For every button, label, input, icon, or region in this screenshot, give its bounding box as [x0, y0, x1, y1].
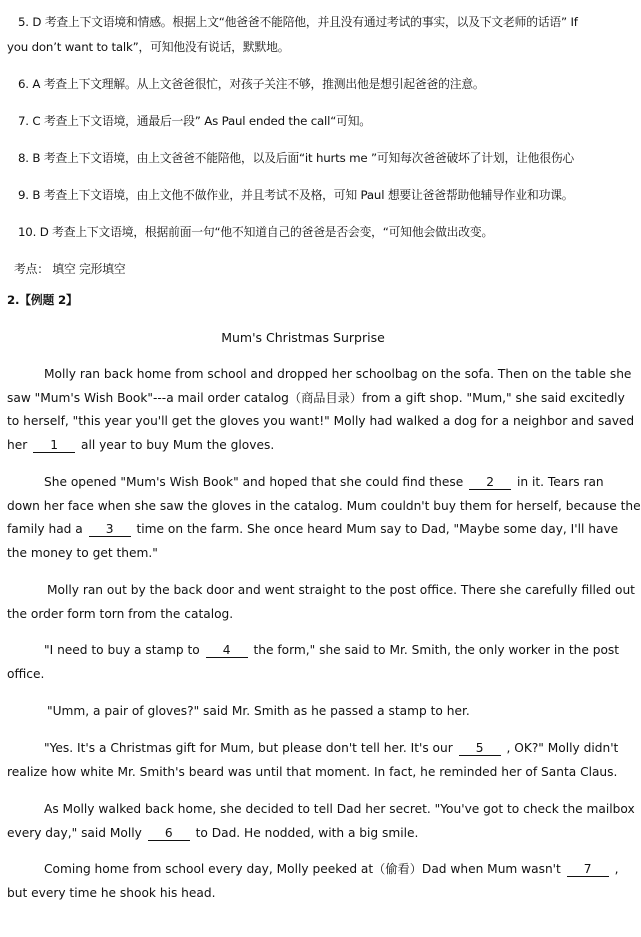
- answer-5-line-1: 5. D 考查上下文语境和情感。根据上文“他爸爸不能陪他，并且没有通过考试的事实，以及下文老师的话语” If: [18, 15, 578, 29]
- p2-line-4: the money to get them.": [7, 546, 158, 560]
- blank-4[interactable]: 4: [206, 643, 248, 658]
- p6-line-1-start: "Yes. It's a Christmas gift for Mum, but please don't tell her. It's our: [44, 741, 453, 755]
- answer-10: 10. D 考查上下文语境，根据前面一句“他不知道自己的爸爸是否会变，“可知他会做出改变。: [18, 225, 494, 239]
- blank-7[interactable]: 7: [567, 862, 609, 877]
- answer-9: 9. B 考查上下文语境，由上文他不做作业，并且考试不及格，可知 Paul 想要让爸爸帮助他辅导作业和功课。: [18, 188, 574, 202]
- p8-line-2: but every time he shook his head.: [7, 886, 216, 900]
- answer-8: 8. B 考查上下文语境，由上文爸爸不能陪他，以及后面“it hurts me ”可知每次爸爸破坏了计划，让他很伤心: [18, 151, 575, 165]
- p2-line-2: down her face when she saw the gloves in the catalog. Mum couldn't buy them for herself, because the: [7, 499, 641, 513]
- p7-line-1: As Molly walked back home, she decided to tell Dad her secret. "You've got to check the mailbox: [44, 802, 635, 816]
- p4-line-1-end: the form," she said to Mr. Smith, the only worker in the post: [253, 643, 620, 657]
- p6-line-1-end: , OK?" Molly didn't: [506, 741, 619, 755]
- p2-line-3-start: family had a: [7, 522, 83, 536]
- p7-line-2-end: to Dad. He nodded, with a big smile.: [195, 826, 419, 840]
- p8-line-1-start: Coming home from school every day, Molly peeked at（偷看）Dad when Mum wasn't: [44, 862, 561, 876]
- p1-line-3: to herself, "this year you'll get the gloves you want!" Molly had walked a dog for a neighbor and saved: [7, 414, 635, 428]
- p3-line-1: Molly ran out by the back door and went straight to the post office. There she carefully filled out: [47, 583, 635, 597]
- p4-line-1-start: "I need to buy a stamp to: [44, 643, 200, 657]
- p1-line-4-end: all year to buy Mum the gloves.: [80, 438, 275, 452]
- p1-line-2: saw "Mum's Wish Book"---a mail order catalog（商品目录）from a gift shop. "Mum," she said excitedly: [7, 391, 625, 405]
- answer-6: 6. A 考查上下文理解。从上文爸爸很忙，对孩子关注不够，推测出他是想引起爸爸的注意。: [18, 77, 485, 91]
- p4-line-2: office.: [7, 667, 45, 681]
- story-title: Mum's Christmas Surprise: [221, 330, 385, 345]
- blank-3[interactable]: 3: [89, 522, 131, 537]
- p4-line-1: [44, 642, 619, 659]
- p2-line-1-start: She opened "Mum's Wish Book" and hoped that she could find these: [44, 475, 464, 489]
- blank-1[interactable]: 1: [33, 438, 75, 453]
- p1-line-1: Molly ran back home from school and dropped her schoolbag on the sofa. Then on the table she: [44, 367, 632, 381]
- p5-line-1: "Umm, a pair of gloves?" said Mr. Smith as he passed a stamp to her.: [47, 704, 470, 718]
- p8-line-1: [44, 861, 618, 878]
- blank-5[interactable]: 5: [459, 741, 501, 756]
- p2-line-3-end: time on the farm. She once heard Mum say to Dad, "Maybe some day, I'll have: [136, 522, 619, 536]
- p6-line-2: realize how white Mr. Smith's beard was until that moment. In fact, he reminded her of Santa Claus.: [7, 765, 618, 779]
- blank-2[interactable]: 2: [469, 475, 511, 490]
- p1-line-4-start: her: [7, 438, 28, 452]
- p8-line-1-end: ,: [614, 862, 619, 876]
- kaodian-label: 考点： 填空 完形填空: [14, 262, 126, 276]
- answer-7: 7. C 考查上下文语境，通最后一段” As Paul ended the call“可知。: [18, 114, 371, 128]
- p1-line-4: [7, 437, 274, 454]
- p7-line-2: [7, 825, 418, 842]
- p3-line-2: the order form torn from the catalog.: [7, 607, 234, 621]
- blank-6[interactable]: 6: [148, 826, 190, 841]
- p2-line-1: [44, 474, 604, 491]
- answer-5-line-2: you don’t want to talk”，可知他没有说话，默默地。: [7, 40, 290, 54]
- p6-line-1: [44, 740, 618, 757]
- p7-line-2-start: every day," said Molly: [7, 826, 142, 840]
- example-label: 2.【例题 2】: [7, 293, 78, 307]
- p2-line-3: [7, 521, 618, 538]
- p2-line-1-end: in it. Tears ran: [516, 475, 604, 489]
